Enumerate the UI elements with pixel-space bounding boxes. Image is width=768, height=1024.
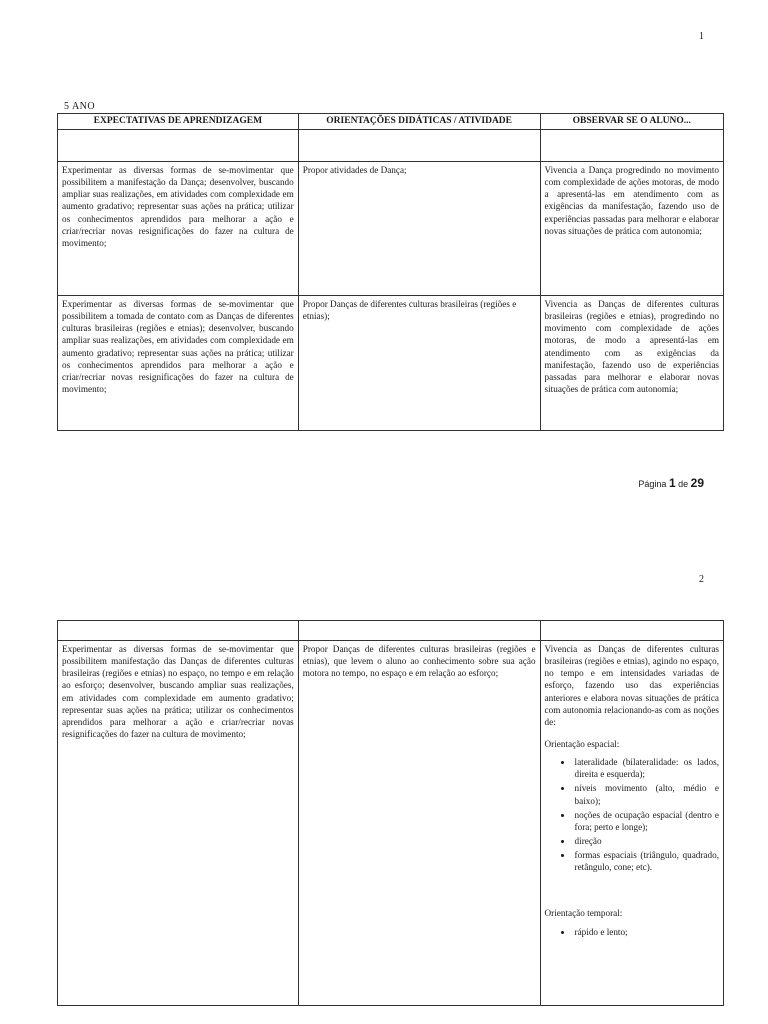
expectations-table-page-2 bbox=[57, 620, 724, 1006]
table-row-empty bbox=[58, 130, 724, 162]
table-header-row bbox=[58, 114, 724, 130]
table-row bbox=[58, 296, 724, 431]
list-item: • rápido e lento; bbox=[573, 926, 719, 938]
list-item: • formas espaciais (triângulo, quadrado, retângulo, cone; etc). bbox=[573, 849, 719, 873]
empty-cell bbox=[58, 130, 299, 162]
list-item: • noções de ocupação espacial (dentro e fora; perto e longe); bbox=[573, 809, 719, 833]
header-orientacoes: ORIENTAÇÕES DIDÁTICAS / ATIVIDADE bbox=[298, 114, 540, 130]
list-item: • lateralidade (bilateralidade: os lados, direita e esquerda); bbox=[573, 756, 719, 780]
footer-current-page: 1 bbox=[668, 476, 676, 490]
table-row-empty bbox=[58, 621, 724, 641]
table-row bbox=[58, 162, 724, 296]
temporal-orientation-heading: Orientação temporal: bbox=[544, 908, 623, 919]
expectativa-cell: Experimentar as diversas formas de se-movimentar que possibilitem a manifestação da Dança; desenvolver, buscando ampliar suas realizações, em atividades com complexidade em aumento gradativo; representar suas ações na prática; utilizar os conhecimentos aprendidos para melhorar a ação e criar/recriar novas resignificações do fazer na cultura de movimento; bbox=[58, 162, 299, 296]
list-item: • direção bbox=[573, 835, 719, 847]
observar-cell bbox=[540, 641, 723, 1006]
expectativa-cell: Experimentar as diversas formas de se-movimentar que possibilitem manifestação das Danças de diferentes culturas brasileiras (regiões e etnias) no espaço, no tempo e em relação ao esforço; desenvolver, buscando ampliar suas realizações, em atividades com complexidade em aumento gradativo; representar suas ações na prática; utilizar os conhecimentos aprendidos para melhorar a ação e criar/recriar novas resignificações do fazer na cultura de movimento; bbox=[58, 641, 299, 1006]
header-expectativas: EXPECTATIVAS DE APRENDIZAGEM bbox=[58, 114, 299, 130]
page-number: 1 bbox=[699, 31, 704, 42]
spatial-orientation-heading: Orientação espacial: bbox=[544, 738, 620, 749]
orientacao-cell: Propor Danças de diferentes culturas brasileiras (regiões e etnias), que levem o aluno ao conhecimento sobre sua ação motora no tempo, no espaço e em relação ao esforço; bbox=[298, 641, 540, 1006]
header-observar: OBSERVAR SE O ALUNO... bbox=[540, 114, 723, 130]
footer-prefix: Página bbox=[638, 479, 669, 489]
page-number: 2 bbox=[699, 574, 704, 585]
empty-cell bbox=[540, 621, 723, 641]
grade-label: 5 ANO bbox=[64, 101, 96, 112]
empty-cell bbox=[58, 621, 299, 641]
empty-cell bbox=[540, 130, 723, 162]
orientacao-cell: Propor atividades de Dança; bbox=[298, 162, 540, 296]
expectativa-cell: Experimentar as diversas formas de se-movimentar que possibilitem a tomada de contato com as Danças de diferentes culturas brasileiras (regiões e etnias); desenvolver, buscando ampliar suas realizações, em atividades com complexidade em aumento gradativo; representar suas ações na prática; utilizar os conhecimentos aprendidos para melhorar a ação e criar/recriar novas resignificações do fazer na cultura de movimento; bbox=[58, 296, 299, 431]
list-item: • níveis movimento (alto, médio e baixo); bbox=[573, 782, 719, 806]
spatial-orientation-list bbox=[545, 756, 719, 873]
expectations-table-page-1 bbox=[57, 113, 724, 431]
table-row bbox=[58, 641, 724, 1006]
temporal-orientation-list bbox=[545, 926, 719, 938]
orientacao-cell: Propor Danças de diferentes culturas brasileiras (regiões e etnias); bbox=[298, 296, 540, 431]
observar-cell: Vivencia as Danças de diferentes culturas brasileiras (regiões e etnias), progredindo no movimento com complexidade de ações motoras, de modo a apresentá-las em atendimento com as exigências da manifestação, fazendo uso de experiências passadas para melhorar e elaborar novas situações de prática com autonomia; bbox=[540, 296, 723, 431]
page-footer bbox=[638, 476, 704, 490]
observar-cell: Vivencia a Dança progredindo no movimento com complexidade de ações motoras, de modo a apresentá-las em atendimento com as exigências da manifestação, fazendo uso de experiências passadas para melhorar e elaborar novas situações de prática com autonomia; bbox=[540, 162, 723, 296]
footer-middle: de bbox=[675, 479, 691, 489]
empty-cell bbox=[298, 621, 540, 641]
footer-total-pages: 29 bbox=[690, 476, 704, 490]
observar-intro: Vivencia as Danças de diferentes culturas brasileiras (regiões e etnias), agindo no espaço, no tempo e em intensidades variadas de esforço, fazendo uso das experiências anteriores e elabora novas situações de prática com autonomia relacionando-as com as noções de: bbox=[544, 644, 719, 727]
empty-cell bbox=[298, 130, 540, 162]
